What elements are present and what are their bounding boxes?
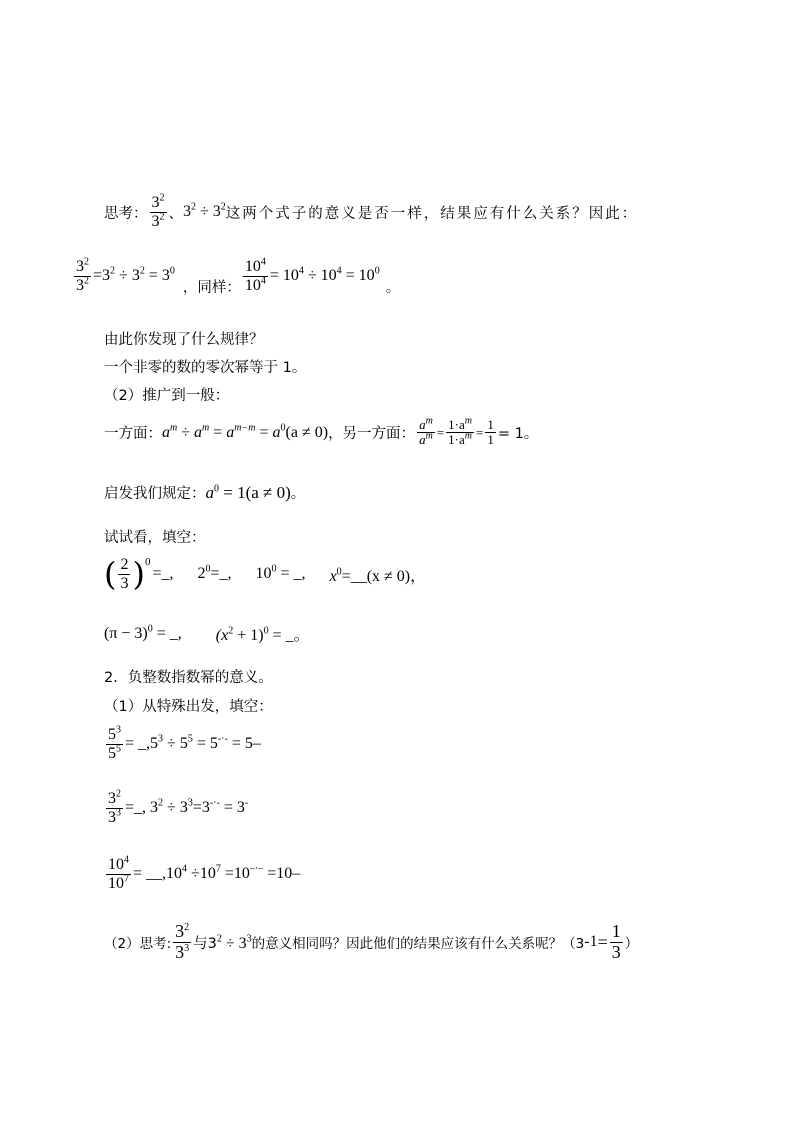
line-10-powers: $\frac{10^4}{10^7}$ = $\_\_,10^4 \div 10^7 =10^{-\cdot-} =10-$ <box>108 854 301 892</box>
text-zero-power-rule: 一个非零的数的零次幂等于 1。 <box>104 360 307 376</box>
line-think-2: （2）思考: $\frac{3^2}{3^3}$ 与$3^2 \div 3^3$ 的意义相同吗？因此他们的结果应该有什么关系呢？（3 -1 = $\frac{1}{3}$ ） <box>104 921 639 962</box>
text-try-fill: 试试看，填空： <box>104 530 206 546</box>
think-prefix: 思考： <box>104 205 148 222</box>
line-3-powers: $\frac{3^2}{3^3}$ =_, $3^2 \div 3^3=3^{-\cdot-} = 3^-$ <box>108 788 249 826</box>
line-5-powers: $\frac{5^3}{5^5}$ = $\_,5^3 \div 5^5 = 5^{-\cdot-} = 5-$ <box>108 724 261 762</box>
fraction-1-over-1: $\frac{1}{1}$ <box>487 417 494 448</box>
fraction-1am-over-1am: $\frac{1\cdot a^m}{1\cdot a^m}$ <box>448 415 472 448</box>
think-text: 这两个式子的意义是否一样，结果应有什么关系？因此： <box>225 205 639 222</box>
line-fill-blanks-1: ( $\frac{2}{3}$ ) 0 =_, $2^0=\_$, $10^0$ = _, $x^0=\_\_(x \ne 0)$， <box>104 555 427 594</box>
fraction-2-over-3: $\frac{2}{3}$ <box>120 556 129 592</box>
line-definition: 启发我们规定： $a^0 = 1(a \ne 0)$ 。 <box>104 482 306 502</box>
section-negative-exponent: 2．负整数指数幂的意义。 <box>104 670 273 686</box>
fraction-10-4-over-10-4: $\frac{10^4}{10^4}$ <box>244 256 266 294</box>
line-general-derivation: 一方面： $a^m \div a^m = a^{m-m} = a^0(a \ne 0)$ ，另一方面： $\frac{a^m}{a^m}$ = $\frac{1\cdot a^m}{1\cdot a^m}$ = $\frac{1}{1}$ = 1。 <box>104 415 539 448</box>
line-equation-1: $\frac{3^2}{3^2}$ $=3^2 \div 3^2 = 3^0$ ，同样： $\frac{10^4}{10^4}$ = $10^4 \div 10^4 = 10^0$ 。 <box>76 256 401 296</box>
line-fill-blanks-2: $(\pi - 3)^0$ = _, $(x^2 + 1)^0$ = _。 <box>104 623 310 644</box>
expr-3sq-div-3sq: $3^2 \div 3^2$ <box>183 201 226 221</box>
fraction-1-over-3: $\frac{1}{3}$ <box>611 921 621 962</box>
fraction-3-2-over-3-3: $\frac{3^2}{3^3}$ <box>108 788 121 826</box>
text-rule-question: 由此你发现了什么规律？ <box>104 332 264 348</box>
fraction-3sq-over-3sq-2: $\frac{3^2}{3^2}$ <box>76 256 89 294</box>
fraction-am-over-am: $\frac{a^m}{a^m}$ <box>419 415 433 448</box>
fraction-5-3-over-5-5: $\frac{5^3}{5^5}$ <box>108 724 121 762</box>
fraction-10-4-over-10-7: $\frac{10^4}{10^7}$ <box>108 854 129 892</box>
fraction-3sq-over-3sq: $\frac{3^2}{3^2}$ <box>151 192 165 230</box>
text-generalize: （2）推广到一般： <box>104 388 230 404</box>
fraction-3-2-over-3-3-think: $\frac{3^2}{3^3}$ <box>175 921 190 962</box>
text-from-special: （1）从特殊出发，填空： <box>104 699 273 715</box>
line-think-1: 思考： $\frac{3^2}{3^2}$ 、 $3^2 \div 3^2$ 这两个式子的意义是否一样，结果应有什么关系？因此： <box>104 192 639 230</box>
